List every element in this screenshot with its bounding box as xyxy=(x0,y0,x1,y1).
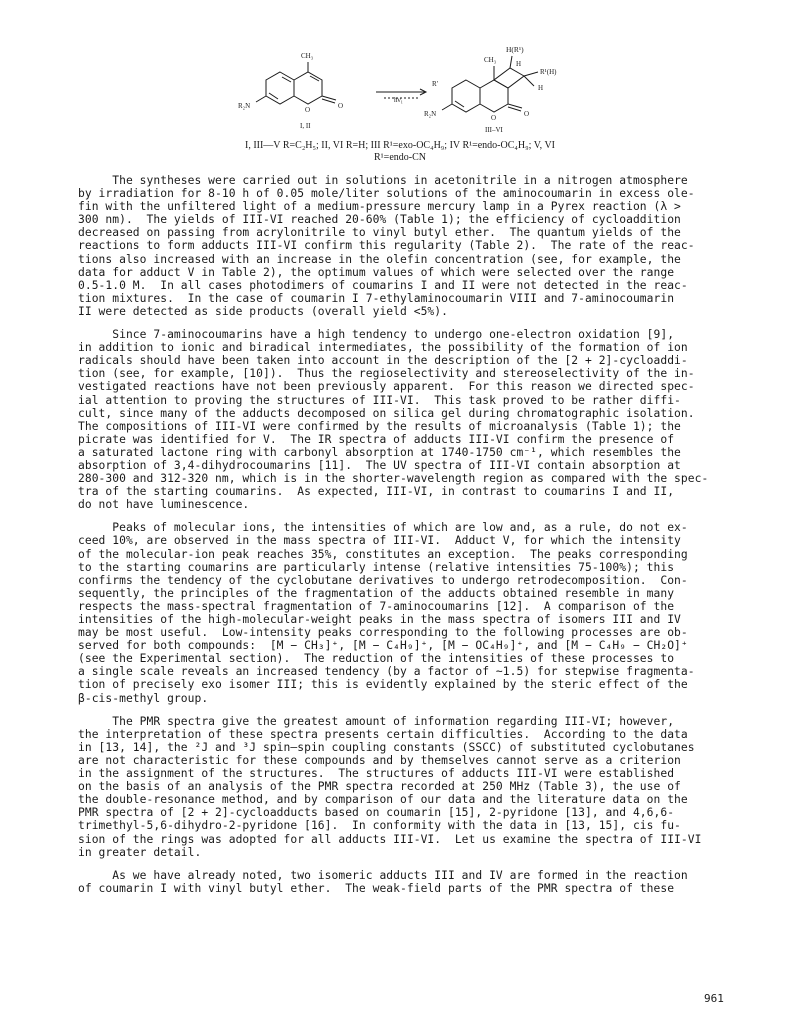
text-line: to the starting coumarins are particularly intense (relative intensities 75-100%); this xyxy=(78,560,675,574)
text-line: ceed 10%, are observed in the mass spectra of III-VI. Adduct V, for which the intensity xyxy=(78,534,681,548)
right-label-top: H(R¹) xyxy=(506,45,524,54)
paragraph xyxy=(78,174,738,318)
reagent-label: R′ xyxy=(432,80,439,88)
text-line: do not have luminescence. xyxy=(78,498,250,512)
arrow-label: hν₁ xyxy=(394,96,404,104)
text-line: Since 7-aminocoumarins have a high tendency to undergo one-electron oxidation [9], xyxy=(78,328,675,342)
body-text xyxy=(78,174,738,905)
text-line: tra of the starting coumarins. As expected, III-VI, in contrast to coumarins I and II, xyxy=(78,485,675,499)
right-label-r2n: R₂N xyxy=(424,110,437,118)
text-line: by irradiation for 8-10 h of 0.05 mole/liter solutions of the aminocoumarin in excess ole- xyxy=(78,187,695,201)
text-line: absorption of 3,4-dihydrocoumarins [11]. The UV spectra of III-VI contain absorption at xyxy=(78,458,681,472)
text-line: the interpretation of these spectra presents certain difficulties. According to the data xyxy=(78,727,688,741)
text-line: 300 nm). The yields of III-VI reached 20-60% (Table 1); the efficiency of cycloaddition xyxy=(78,213,681,227)
cycloadduct-structure xyxy=(442,56,538,112)
paragraph xyxy=(78,869,738,895)
paragraph xyxy=(78,521,738,704)
right-label-h2: H xyxy=(538,84,544,92)
text-line: in [13, 14], the ²J and ³J spin—spin coupling constants (SSCC) of substituted cyclobutanes xyxy=(78,740,695,754)
text-line: sion of the rings was adopted for all adducts III-VI. Let us examine the spectra of III-VI xyxy=(78,832,702,846)
right-label-h1: H xyxy=(516,60,522,68)
text-line: decreased on passing from acrylonitrile to vinyl butyl ether. The quantum yields of the xyxy=(78,226,681,240)
scheme-caption-line-1: I, III—V R=C₂H₅; II, VI R=H; III R¹=exo-OC₄H₉; IV R¹=endo-OC₄H₉; V, VI xyxy=(244,140,556,151)
scheme-left-compound-label: I, II xyxy=(300,122,311,130)
text-line: As we have already noted, two isomeric adducts III and IV are formed in the reaction xyxy=(78,868,688,882)
text-line: a single scale reveals an increased tendency (by a factor of ~1.5) for stepwise fragmenta- xyxy=(78,665,695,679)
text-line: a saturated lactone ring with carbonyl absorption at 1740-1750 cm⁻¹, which resembles the xyxy=(78,445,681,459)
text-line: sequently, the principles of the fragmentation of the adducts obtained resemble in many xyxy=(78,586,675,600)
right-label-ring-o: O xyxy=(524,110,530,118)
text-line: 280-300 and 312-320 nm, which is in the shorter-wavelength region as compared with the spec- xyxy=(78,472,709,486)
scheme-label-ch3: CH₃ xyxy=(301,52,314,60)
text-line: PMR spectra of [2 + 2]-cycloadducts based on coumarin [15], 2-pyridone [13], and 4,6,6- xyxy=(78,806,675,820)
text-line: in greater detail. xyxy=(78,845,202,859)
text-line: the double-resonance method, and by comparison of our data and the literature data on the xyxy=(78,793,688,807)
right-label-r1h: R¹(H) xyxy=(540,68,557,76)
text-line: on the basis of an analysis of the PMR spectra recorded at 250 MHz (Table 3), the use of xyxy=(78,780,681,794)
text-line: The compositions of III-VI were confirmed by the results of microanalysis (Table 1); the xyxy=(78,419,681,433)
text-line: tion (see, for example, [10]). Thus the regioselectivity and stereoselectivity of the in- xyxy=(78,367,695,381)
text-line: trimethyl-5,6-dihydro-2-pyridone [16]. In conformity with the data in [13, 15], cis fu- xyxy=(78,819,681,833)
text-line: tions also increased with an increase in the olefin concentration (see, for example, the xyxy=(78,252,681,266)
text-line: data for adduct V in Table 2), the optimum values of which were selected over the range xyxy=(78,265,675,279)
text-line: vestigated reactions have not been previously apparent. For this reason we directed spec- xyxy=(78,380,695,394)
text-line: of the molecular-ion peak reaches 35%, constitutes an exception. The peaks corresponding xyxy=(78,547,688,561)
coumarin-structure xyxy=(256,62,336,104)
paragraph xyxy=(78,328,738,511)
text-line: Peaks of molecular ions, the intensities of which are low and, as a rule, do not ex- xyxy=(78,521,688,535)
text-line: β-cis-methyl group. xyxy=(78,691,209,705)
text-line: confirms the tendency of the cyclobutane derivatives to undergo retrodecomposition. Con- xyxy=(78,573,688,587)
text-line: The syntheses were carried out in solutions in acetonitrile in a nitrogen atmosphere xyxy=(78,174,688,187)
text-line: tion mixtures. In the case of coumarin I 7-ethylaminocoumarin VIII and 7-aminocoumarin xyxy=(78,291,675,305)
text-line: The PMR spectra give the greatest amount of information regarding III-VI; however, xyxy=(78,714,675,728)
text-line: are not characteristic for these compounds and by themselves cannot serve as a criterion xyxy=(78,753,681,767)
text-line: in addition to ionic and biradical intermediates, the possibility of the formation of ion xyxy=(78,341,688,355)
text-line: in the assignment of the structures. The structures of adducts III-VI were established xyxy=(78,767,675,781)
scheme-label-r2n: R₂N xyxy=(238,102,251,110)
text-line: radicals should have been taken into account in the description of the [2 + 2]-cycloaddi- xyxy=(78,354,688,368)
reaction-scheme xyxy=(150,0,670,140)
page-number: 961 xyxy=(704,992,724,1005)
text-line: intensities of the high-molecular-weight peaks in the mass spectra of isomers III and IV xyxy=(78,613,681,626)
text-line: may be most useful. Low-intensity peaks corresponding to the following processes are ob- xyxy=(78,626,688,640)
scheme-caption-line-2: R¹=endo-CN xyxy=(374,152,426,163)
text-line: cult, since many of the adducts decomposed on silica gel during chromatographic isolation. xyxy=(78,406,695,420)
text-line: 0.5-1.0 M. In all cases photodimers of coumarins I and II were not detected in the reac- xyxy=(78,278,688,292)
right-label-o: O xyxy=(491,114,497,122)
right-label-ch3: CH₃ xyxy=(484,56,497,64)
scheme-label-ring-o: O xyxy=(338,102,344,110)
right-compound-label: III–VI xyxy=(485,126,503,134)
text-line: picrate was identified for V. The IR spectra of adducts III-VI confirm the presence of xyxy=(78,432,675,446)
text-line: of coumarin I with vinyl butyl ether. The weak-field parts of the PMR spectra of these xyxy=(78,881,675,895)
text-line: (see the Experimental section). The reduction of the intensities of these processes to xyxy=(78,652,675,666)
text-line: II were detected as side products (overall yield <5%). xyxy=(78,304,448,318)
paragraph xyxy=(78,715,738,859)
scheme-label-o: O xyxy=(305,106,311,114)
text-line: respects the mass-spectral fragmentation of 7-aminocoumarins [12]. A comparison of the xyxy=(78,599,675,613)
text-line: served for both compounds: [M − CH₃]⁺, [M − C₄H₉]⁺, [M − OC₄H₉]⁺, and [M − C₄H₉ − CH₂O]⁺ xyxy=(78,639,688,653)
text-line: ial attention to proving the structures of III-VI. This task proved to be rather diffi- xyxy=(78,393,681,407)
text-line: reactions to form adducts III-VI confirm this regularity (Table 2). The rate of the reac- xyxy=(78,239,695,253)
text-line: tion of precisely exo isomer III; this is evidently explained by the steric effect of the xyxy=(78,678,688,692)
text-line: fin with the unfiltered light of a medium-pressure mercury lamp in a Pyrex reaction (λ > xyxy=(78,200,681,214)
